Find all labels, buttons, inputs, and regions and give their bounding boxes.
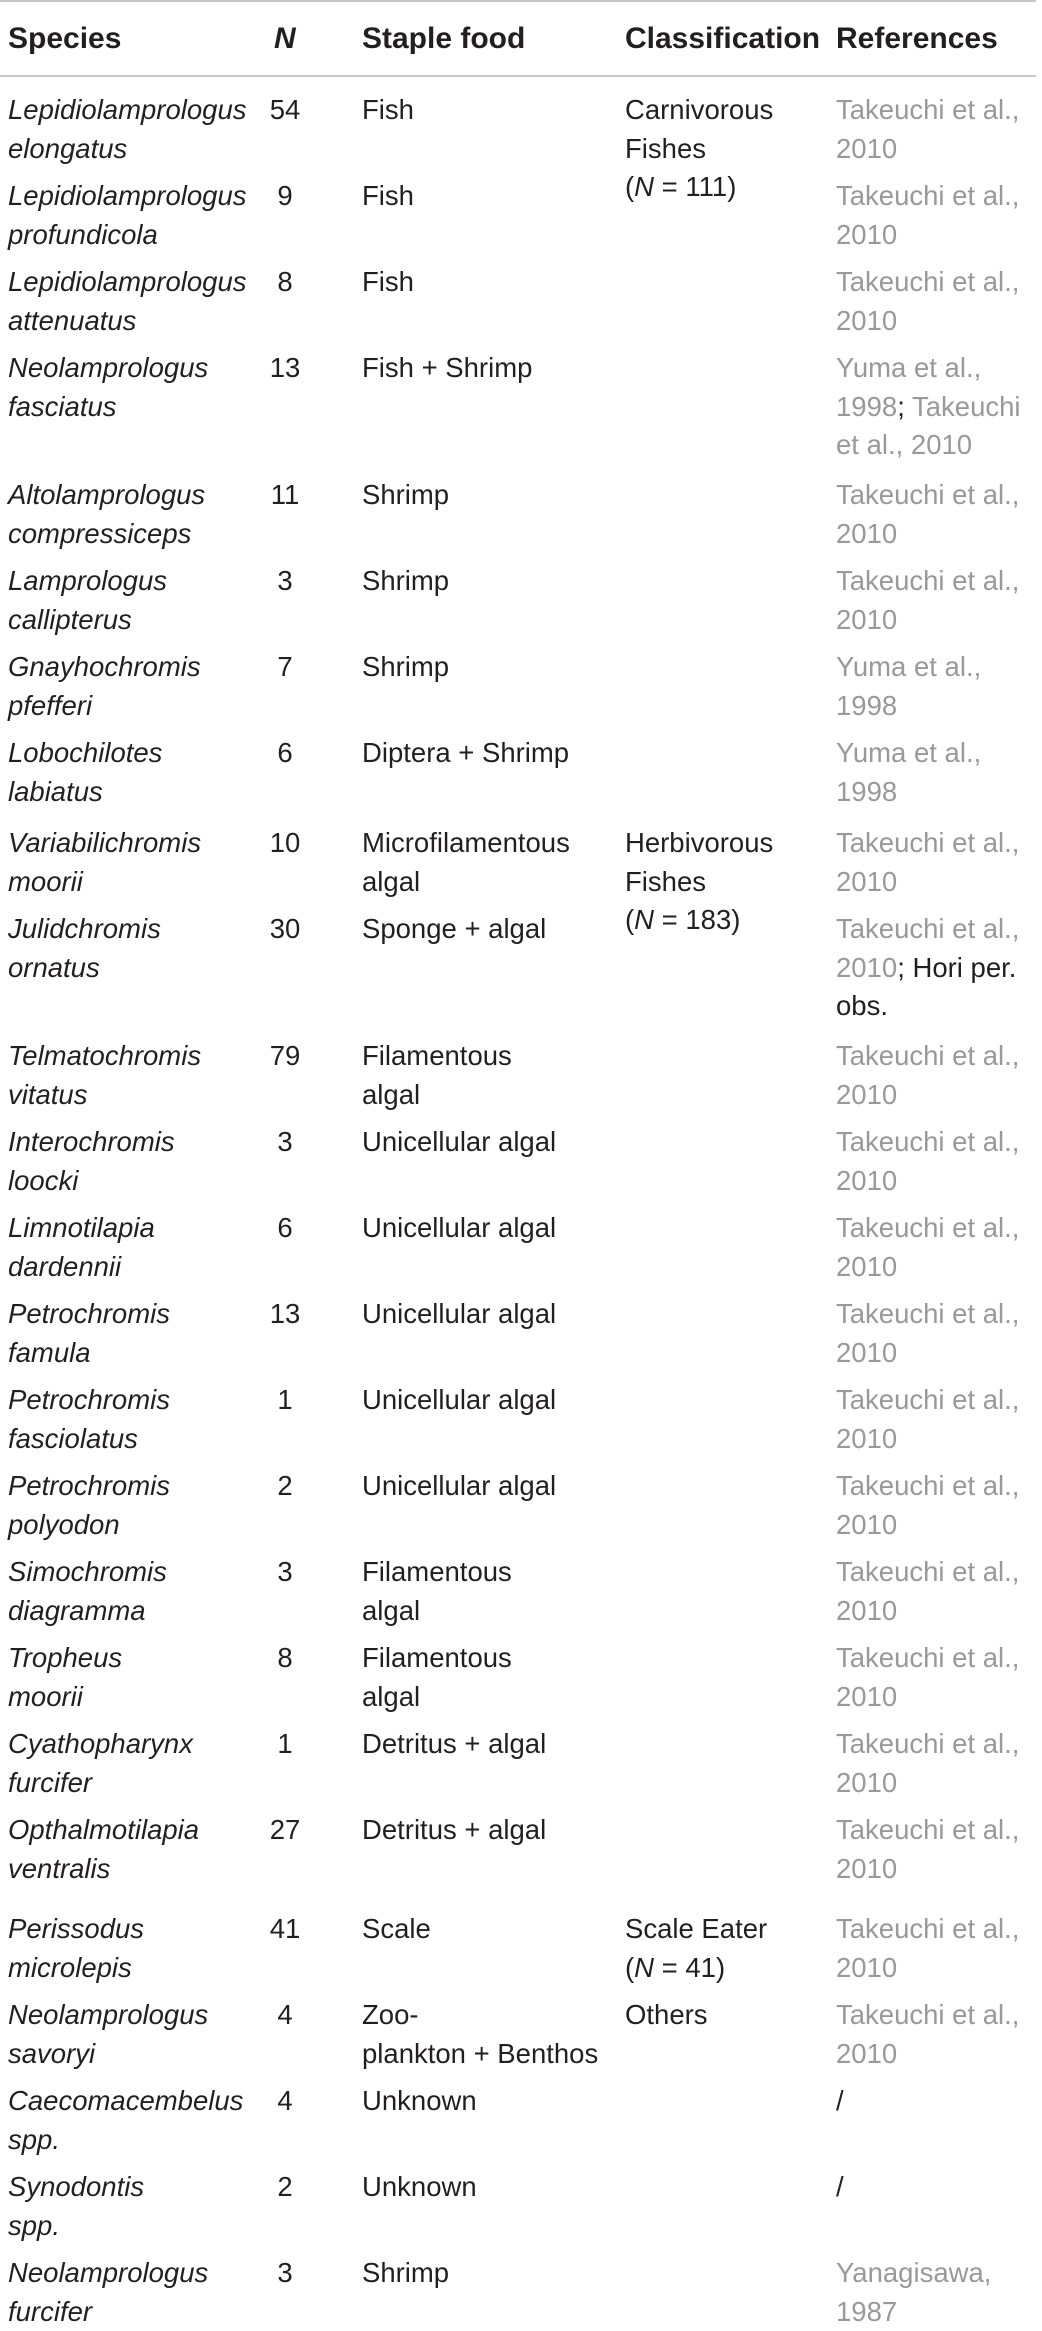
species-cell: Telmatochromis vitatus bbox=[8, 1040, 202, 1110]
header-staple-food: Staple food bbox=[362, 22, 526, 55]
staple-food-cell: Sponge + algal bbox=[362, 913, 547, 944]
staple-food-cell: Diptera + Shrimp bbox=[362, 737, 570, 768]
staple-food-cell: Fish bbox=[362, 266, 414, 297]
species-cell: Lepidiolamprologus attenuatus bbox=[8, 266, 247, 336]
references-cell: Takeuchi et al., 2010 bbox=[836, 1126, 1020, 1196]
n-cell: 3 bbox=[277, 2257, 293, 2288]
staple-food-cell: Shrimp bbox=[362, 651, 450, 682]
n-cell: 2 bbox=[277, 2171, 293, 2202]
references-cell: Yuma et al., 1998; Takeuchi et al., 2010 bbox=[836, 352, 1021, 460]
species-cell: Neolamprologus savoryi bbox=[8, 1999, 209, 2069]
classification-scale-eater: Scale Eater (N = 41) bbox=[625, 1913, 768, 1983]
species-cell: Lobochilotes labiatus bbox=[8, 737, 163, 807]
header-n: N bbox=[274, 22, 296, 55]
references-cell: Takeuchi et al., 2010 bbox=[836, 1556, 1020, 1626]
species-cell: Julidchromis ornatus bbox=[8, 913, 161, 983]
n-cell: 3 bbox=[277, 1126, 293, 1157]
staple-food-cell: Fish + Shrimp bbox=[362, 352, 533, 383]
staple-food-cell: Unicellular algal bbox=[362, 1470, 557, 1501]
staple-food-cell: Shrimp bbox=[362, 565, 450, 596]
n-cell: 41 bbox=[269, 1913, 301, 1944]
references-cell: Takeuchi et al., 2010 bbox=[836, 180, 1020, 250]
n-cell: 3 bbox=[277, 1556, 293, 1587]
species-cell: Variabilichromis moorii bbox=[8, 827, 202, 897]
references-cell: Takeuchi et al., 2010 bbox=[836, 1040, 1020, 1110]
classification-herbivorous: Herbivorous Fishes (N = 183) bbox=[625, 827, 774, 935]
species-cell: Petrochromis polyodon bbox=[8, 1470, 170, 1540]
references-cell: Takeuchi et al., 2010; Hori per. obs. bbox=[836, 913, 1020, 1021]
n-cell: 4 bbox=[277, 2085, 293, 2116]
references-cell: Takeuchi et al., 2010 bbox=[836, 94, 1020, 164]
staple-food-cell: Unicellular algal bbox=[362, 1212, 557, 1243]
staple-food-cell: Scale bbox=[362, 1913, 431, 1944]
n-cell: 11 bbox=[270, 479, 300, 510]
references-cell: Takeuchi et al., 2010 bbox=[836, 1728, 1020, 1798]
references-cell: Yuma et al., 1998 bbox=[836, 737, 982, 807]
references-cell: Takeuchi et al., 2010 bbox=[836, 266, 1020, 336]
staple-food-cell: Filamentous algal bbox=[362, 1556, 512, 1626]
species-cell: Tropheus moorii bbox=[8, 1642, 123, 1712]
references-cell: Yanagisawa, 1987 bbox=[836, 2257, 992, 2327]
species-cell: Caecomacembelus spp. bbox=[8, 2085, 244, 2155]
species-cell: Perissodus microlepis bbox=[8, 1913, 145, 1983]
header-classification: Classification bbox=[625, 22, 821, 55]
references-cell: Takeuchi et al., 2010 bbox=[836, 1298, 1020, 1368]
references-cell: Takeuchi et al., 2010 bbox=[836, 1642, 1020, 1712]
header-references: References bbox=[836, 22, 998, 55]
species-cell: Simochromis diagramma bbox=[8, 1556, 167, 1626]
staple-food-cell: Unicellular algal bbox=[362, 1126, 557, 1157]
n-cell: 1 bbox=[277, 1728, 293, 1759]
n-cell: 30 bbox=[269, 913, 301, 944]
staple-food-cell: Fish bbox=[362, 180, 414, 211]
references-cell: / bbox=[836, 2085, 844, 2116]
references-cell: Takeuchi et al., 2010 bbox=[836, 1384, 1020, 1454]
staple-food-cell: Unknown bbox=[362, 2085, 477, 2116]
references-cell: Yuma et al., 1998 bbox=[836, 651, 982, 721]
references-cell: Takeuchi et al., 2010 bbox=[836, 1999, 1020, 2069]
species-cell: Interochromis loocki bbox=[8, 1126, 175, 1196]
references-cell: Takeuchi et al., 2010 bbox=[836, 479, 1020, 549]
n-cell: 6 bbox=[277, 737, 293, 768]
species-cell: Lepidiolamprologus profundicola bbox=[8, 180, 247, 250]
species-cell: Neolamprologus furcifer bbox=[8, 2257, 209, 2327]
n-cell: 8 bbox=[277, 1642, 293, 1673]
n-cell: 1 bbox=[277, 1384, 293, 1415]
references-cell: Takeuchi et al., 2010 bbox=[836, 1814, 1020, 1884]
staple-food-cell: Unknown bbox=[362, 2171, 477, 2202]
classification-others: Others bbox=[625, 1999, 708, 2030]
species-cell: Lamprologus callipterus bbox=[8, 565, 167, 635]
species-cell: Limnotilapia dardennii bbox=[8, 1212, 155, 1282]
species-cell: Altolamprologus compressiceps bbox=[8, 479, 206, 549]
species-cell: Petrochromis fasciolatus bbox=[8, 1384, 170, 1454]
staple-food-cell: Filamentous algal bbox=[362, 1040, 512, 1110]
staple-food-cell: Detritus + algal bbox=[362, 1728, 547, 1759]
table-header bbox=[0, 0, 1036, 77]
staple-food-cell: Shrimp bbox=[362, 2257, 450, 2288]
references-cell: Takeuchi et al., 2010 bbox=[836, 1470, 1020, 1540]
n-cell: 2 bbox=[277, 1470, 293, 1501]
species-cell: Lepidiolamprologus elongatus bbox=[8, 94, 247, 164]
n-cell: 9 bbox=[277, 180, 293, 211]
references-cell: Takeuchi et al., 2010 bbox=[836, 1913, 1020, 1983]
staple-food-cell: Unicellular algal bbox=[362, 1384, 557, 1415]
references-cell: / bbox=[836, 2171, 844, 2202]
staple-food-cell: Fish bbox=[362, 94, 414, 125]
species-cell: Opthalmotilapia ventralis bbox=[8, 1814, 200, 1884]
header-species: Species bbox=[8, 22, 122, 55]
species-cell: Synodontis spp. bbox=[8, 2171, 145, 2241]
n-cell: 3 bbox=[277, 565, 293, 596]
classification-carnivorous: Carnivorous Fishes (N = 111) bbox=[625, 94, 774, 202]
staple-food-cell: Filamentous algal bbox=[362, 1642, 512, 1712]
species-cell: Neolamprologus fasciatus bbox=[8, 352, 209, 422]
n-cell: 27 bbox=[269, 1814, 301, 1845]
n-cell: 6 bbox=[277, 1212, 293, 1243]
references-cell: Takeuchi et al., 2010 bbox=[836, 1212, 1020, 1282]
n-cell: 7 bbox=[277, 651, 293, 682]
n-cell: 13 bbox=[269, 1298, 301, 1329]
references-cell: Takeuchi et al., 2010 bbox=[836, 827, 1020, 897]
staple-food-cell: Shrimp bbox=[362, 479, 450, 510]
staple-food-cell: Zoo- plankton + Benthos bbox=[362, 1999, 599, 2069]
references-cell: Takeuchi et al., 2010 bbox=[836, 565, 1020, 635]
n-cell: 79 bbox=[269, 1040, 301, 1071]
staple-food-cell: Detritus + algal bbox=[362, 1814, 547, 1845]
species-cell: Cyathopharynx furcifer bbox=[8, 1728, 193, 1798]
n-cell: 54 bbox=[269, 94, 301, 125]
n-cell: 4 bbox=[277, 1999, 293, 2030]
staple-food-cell: Microfilamentous algal bbox=[362, 827, 570, 897]
n-cell: 10 bbox=[269, 827, 301, 858]
species-cell: Petrochromis famula bbox=[8, 1298, 170, 1368]
n-cell: 13 bbox=[269, 352, 301, 383]
n-cell: 8 bbox=[277, 266, 293, 297]
staple-food-cell: Unicellular algal bbox=[362, 1298, 557, 1329]
species-cell: Gnayhochromis pfefferi bbox=[8, 651, 201, 721]
